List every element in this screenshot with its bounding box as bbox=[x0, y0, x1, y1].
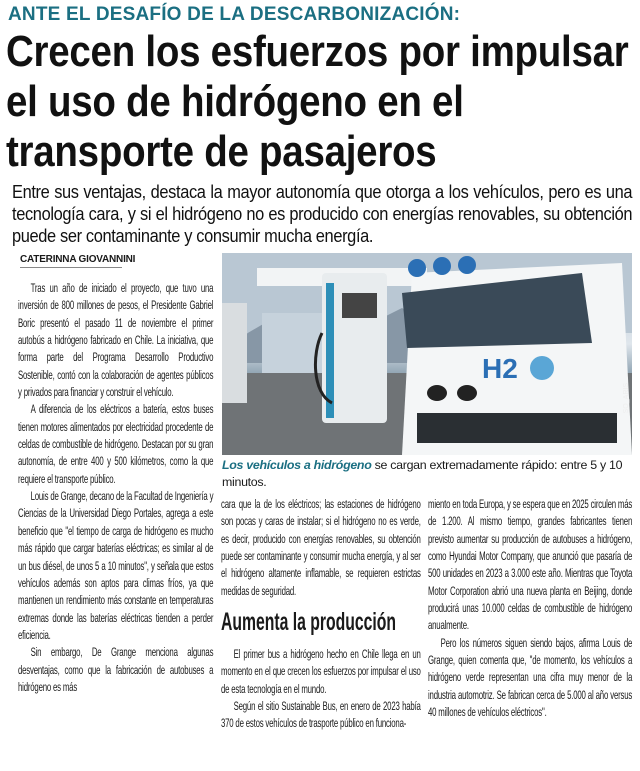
bus-h2-logo: H2 bbox=[482, 353, 518, 384]
caption-lead: Los vehículos a hidrógeno bbox=[222, 458, 372, 472]
article-photo bbox=[222, 253, 632, 455]
headline: Crecen los esfuerzos por impulsar el uso de hidrógeno en el transporte de pasajeros bbox=[6, 27, 629, 176]
lede: Entre sus ventajas, destaca la mayor autonomía que otorga a los vehículos, pero es una tecnología cara, y si el hidrógeno no es producido con energías renovables, su obtención puede ser contaminante y consumir mucha energía. bbox=[12, 181, 633, 246]
kicker: ANTE EL DESAFÍO DE LA DESCARBONIZACIÓN: bbox=[8, 4, 461, 25]
column-2 bbox=[221, 496, 421, 733]
paragraph: El primer bus a hidrógeno hecho en Chile llega en un momento en el que crecen los esfuerzos por impulsar el uso de esta tecnología en el mundo. bbox=[221, 647, 421, 696]
subheading: Aumenta la producción bbox=[221, 608, 397, 637]
paragraph: Tras un año de iniciado el proyecto, que tuvo una inversión de 800 millones de pesos, el Presidente Gabriel Boric presentó el pasado 11 de noviembre el primer autobús a hidrógeno fabricado en Chile. La iniciativa, que forma parte del Programa Desarrollo Productivo Sostenible, contó con la colaboración de agentes públicos y privados para financiar y construir el vehículo. bbox=[18, 281, 214, 400]
hydrogen-bus-photo bbox=[222, 253, 632, 455]
paragraph: Según el sitio Sustainable Bus, en enero de 2023 había 370 de estos vehículos de trasporte público en funciona- bbox=[221, 699, 421, 731]
paragraph: A diferencia de los eléctricos a batería, estos buses tienen motores alimentados por electricidad procedente de celdas de combustible de hidrógeno. Destacan por su gran autonomía, de entre 400 y 500 kilómetros, como la que requiere el transporte público. bbox=[18, 402, 214, 486]
paragraph: Pero los números siguen siendo bajos, afirma Louis de Grange, quien comenta que, "de momento, los vehículos a hidrógeno verde representan una cifra muy menor de la industria automotriz. Se fabrican cerca de 5.000 al año versus 40 millones de vehículos eléctricos". bbox=[428, 635, 633, 720]
paragraph: Sin embargo, De Grange menciona algunas desventajas, como que la fabricación de autobuses a hidrógeno es más bbox=[18, 645, 214, 694]
photo-credit: SO_ARIS bbox=[623, 383, 630, 414]
column-3 bbox=[428, 496, 632, 721]
paragraph: cara que la de los eléctricos; las estaciones de hidrógeno son pocas y caras de instalar; si el hidrógeno no es verde, es decir, producido con energías renovables, su obtención puede ser contaminante y consumir mucha energía, y al ser el hidrógeno altamente inflamable, se requieren estrictas medidas de seguridad. bbox=[221, 497, 421, 598]
column-1 bbox=[18, 280, 213, 696]
caption-text: se cargan extremadamente rápido: entre 5 y 10 minutos. bbox=[222, 458, 623, 489]
paragraph: Louis de Grange, decano de la Facultad de Ingeniería y Ciencias de la Universidad Diego Portales, agrega a este beneficio que "el tiempo de carga de hidrógeno es mucho más rápido que cargar baterías eléctricas; es similar al de un bus diésel, de unos 5 a 10 minutos", y señala que estos vehículos además son aptos para climas fríos, ya que mantienen un rendimiento más constante en temperaturas extremas donde las baterías eléctricas tienden a perder eficiencia. bbox=[18, 489, 214, 642]
paragraph: miento en toda Europa, y se espera que en 2025 circulen más de 1.200. Al mismo tiempo, grandes fabricantes tienen previsto aumentar su producción de autobuses a hidrógeno, como Hyundai Motor Company, que anunció que pasaría de 500 unidades en 2023 a 3.000 este año. Mientras que Toyota Motor Corporation abrió una nueva planta en Beijing, donde producirá unas 10.000 celdas de combustible de hidrógeno anualmente. bbox=[428, 497, 633, 633]
byline: CATERINNA GIOVANNINI bbox=[20, 254, 122, 268]
photo-caption bbox=[222, 457, 632, 491]
